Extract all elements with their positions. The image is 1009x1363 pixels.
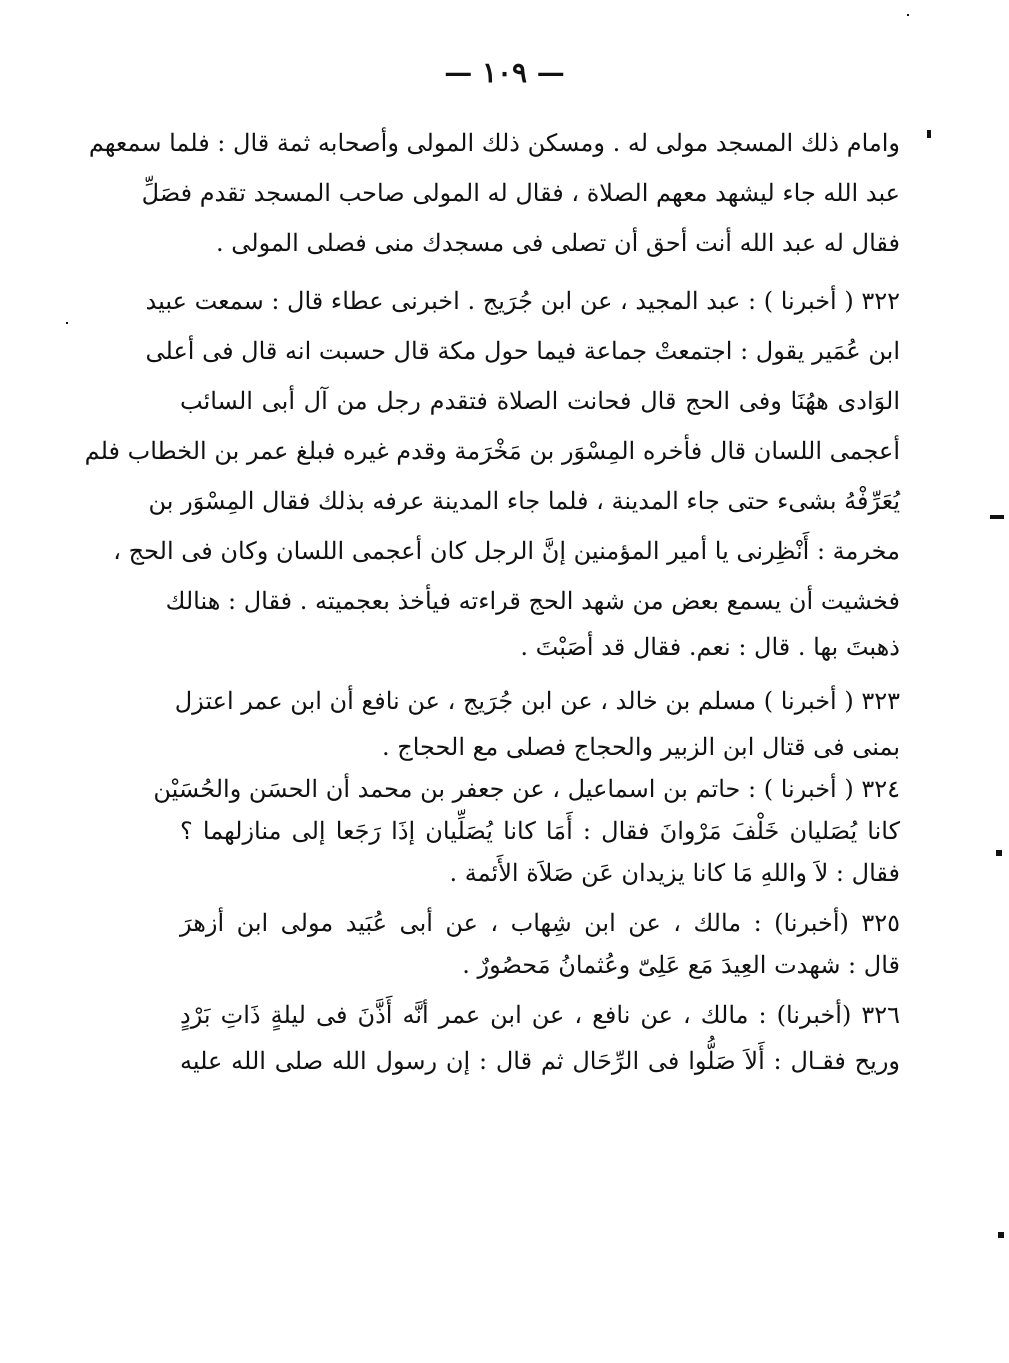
- arabic-text-block: [84, 118, 900, 1086]
- margin-mark: [998, 1232, 1004, 1238]
- text-line: ذهبتَ بها . قال : نعم. فقال قد أصَبْتَ .: [520, 633, 900, 661]
- text-line: فقال : لاَ واللهِ مَا كانا يزيدان عَن صَلاَة الأَئمة .: [449, 859, 900, 887]
- text-line: مخرمة : أَنْظِرنى يا أمير المؤمنين إنَّ الرجل كان أعجمى اللسان وكان فى الحج ،: [113, 537, 900, 565]
- text-line: يُعَرِّفْهُ بشىء حتى جاء المدينة ، فلما جاء المدينة عرفه بذلك فقال المِسْوَر بن: [148, 487, 900, 515]
- text-line: فخشيت أن يسمع بعض من شهد الحج قراءته فيأخذ بعجميته . فقال : هنالك: [165, 587, 900, 615]
- margin-mark: [990, 515, 1004, 519]
- scan-speck: [907, 14, 909, 16]
- text-line: فقال له عبد الله أنت أحق أن تصلى فى مسجدك منى فصلى المولى .: [216, 229, 900, 257]
- text-line: ٣٢٥ (أخبرنا) : مالك ، عن ابن شِهاب ، عن أبى عُبَيد مولى ابن أزهرَ: [180, 909, 900, 937]
- text-line: وامام ذلك المسجد مولى له . ومسكن ذلك المولى وأصحابه ثمة قال : فلما سمعهم: [88, 129, 900, 157]
- text-line: قال : شهدت العِيدَ مَع عَلِىّ وعُثمانُ مَحصُورٌ .: [462, 951, 900, 979]
- text-line: الوَادى ههُنَا وفى الحج قال فحانت الصلاة فتقدم رجل من آل أبى السائب: [180, 387, 900, 415]
- text-line: ابن عُمَير يقول : اجتمعتْ جماعة فيما حول مكة قال حسبت انه قال فى أعلى: [145, 337, 900, 365]
- text-line: كانا يُصَليان خَلْفَ مَرْوانَ فقال : أَمَا كانا يُصَلِّيان إذَا رَجَعا إلى منازلهما ؟: [180, 817, 900, 845]
- text-line: وريح فقـال : أَلاَ صَلُّوا فى الرِّحَال ثم قال : إن رسول الله صلى الله عليه: [180, 1047, 900, 1075]
- scan-speck: [66, 322, 68, 324]
- page-number: — ١٠٩ —: [444, 56, 565, 89]
- text-line: عبد الله جاء ليشهد معهم الصلاة ، فقال له المولى صاحب المسجد تقدم فصَلِّ: [141, 179, 900, 207]
- text-line: ٣٢٣ ( أخبرنا ) مسلم بن خالد ، عن ابن جُرَيج ، عن نافع أن ابن عمر اعتزل: [174, 687, 900, 715]
- text-line: ٣٢٦ (أخبرنا) : مالك ، عن نافع ، عن ابن عمر أنَّه أَذَّنَ فى ليلةٍ ذَاتِ بَرْدٍ: [180, 1001, 900, 1029]
- text-line: ٣٢٤ ( أخبرنا ) : حاتم بن اسماعيل ، عن جعفر بن محمد أن الحسَن والحُسَيْن: [153, 775, 900, 803]
- margin-mark: [996, 850, 1002, 856]
- text-line: بمنى فى قتال ابن الزبير والحجاج فصلى مع الحجاج .: [381, 733, 900, 761]
- text-line: ٣٢٢ ( أخبرنا ) : عبد المجيد ، عن ابن جُرَيج . اخبرنى عطاء قال : سمعت عبيد: [145, 287, 900, 315]
- text-line: أعجمى اللسان قال فأخره المِسْوَر بن مَخْرَمة وقدم غيره فبلغ عمر بن الخطاب فلم: [84, 437, 900, 465]
- margin-mark: [927, 130, 931, 138]
